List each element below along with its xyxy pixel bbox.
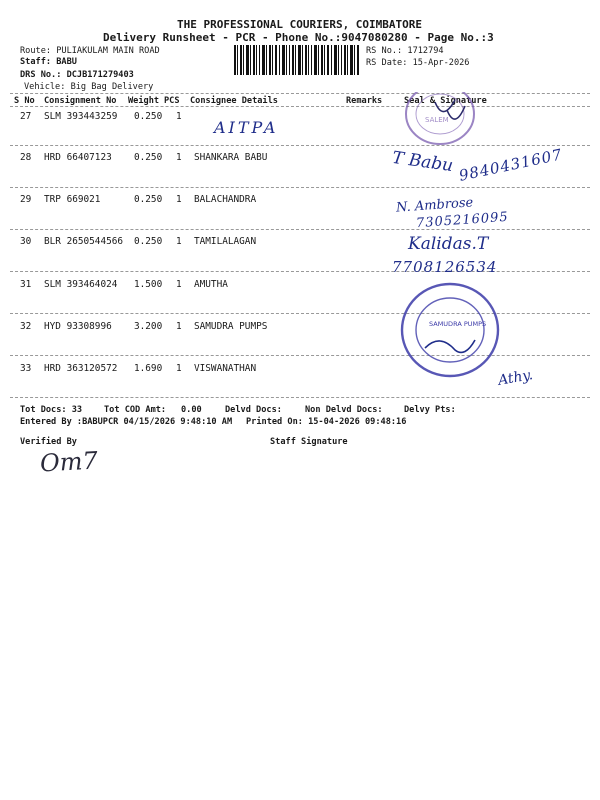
row-weight: 1.500 [134, 279, 163, 290]
total-docs: Tot Docs: 33 [20, 405, 83, 415]
delivery-points: Delvy Pts: [404, 405, 456, 415]
row-pcs: 1 [176, 321, 182, 332]
row-divider [10, 271, 590, 272]
delivered-docs: Delvd Docs: [225, 405, 282, 415]
total-cod-label: Tot COD Amt: [104, 405, 167, 415]
row-consignee: TAMILALAGAN [194, 236, 257, 247]
row27-handwriting: AITPA [214, 118, 279, 137]
row-consignment: TRP 669021 [44, 194, 101, 205]
row-weight: 0.250 [134, 111, 163, 122]
row-sno: 31 [20, 279, 32, 290]
seal-stamp-top [395, 92, 485, 152]
row-consignment: HYD 93308996 [44, 321, 112, 332]
row-sno: 29 [20, 194, 32, 205]
row-sno: 30 [20, 236, 32, 247]
route: Route: PULIAKULAM MAIN ROAD [20, 46, 160, 56]
verified-by-label: Verified By [20, 437, 77, 447]
row-consignment: SLM 393443259 [44, 111, 118, 122]
row28-phone: 9840431607 [457, 145, 565, 185]
row-consignee: SHANKARA BABU [194, 152, 268, 163]
stamp-text-samudra: SAMUDRA PUMPS [429, 320, 487, 328]
row-divider [10, 187, 590, 188]
total-cod-value: 0.00 [181, 405, 202, 415]
verified-signature: Om7 [39, 446, 99, 478]
col-consignment: Consignment No [44, 96, 117, 106]
row33-signature: Athy. [496, 367, 535, 389]
row-pcs: 1 [176, 152, 182, 163]
row30-signature: Kalidas.T [408, 234, 489, 254]
row-consignment: HRD 363120572 [44, 363, 118, 374]
row-divider [10, 229, 590, 230]
col-remarks: Remarks [346, 96, 383, 106]
stamp-text-top: SALEM [425, 116, 449, 124]
row29-name: N. Ambrose [395, 195, 474, 216]
header-rule-top [10, 93, 590, 94]
row-weight: 0.250 [134, 236, 163, 247]
row-divider [10, 397, 590, 398]
col-sno: S No [14, 96, 35, 106]
row-divider [10, 145, 590, 146]
row-consignee: BALACHANDRA [194, 194, 257, 205]
row-consignment: BLR 2650544566 [44, 236, 124, 247]
seal-stamp-samudra [395, 278, 510, 388]
drs-number: DRS No.: DCJB171279403 [20, 70, 134, 80]
col-seal-signature: Seal & Signature [404, 96, 487, 106]
row-consignee: VISWANATHAN [194, 363, 257, 374]
row-consignment: SLM 393464024 [44, 279, 118, 290]
non-delivered-docs: Non Delvd Docs: [305, 405, 383, 415]
row-pcs: 1 [176, 236, 182, 247]
company-title: THE PROFESSIONAL COURIERS, COIMBATORE [177, 18, 423, 31]
rs-date: RS Date: 15-Apr-2026 [366, 58, 470, 68]
row30-phone: 7708126534 [392, 258, 498, 276]
staff: Staff: BABU [20, 57, 77, 67]
row-weight: 0.250 [134, 152, 163, 163]
row-pcs: 1 [176, 279, 182, 290]
col-consignee: Consignee Details [190, 96, 278, 106]
row-consignee: AMUTHA [194, 279, 228, 290]
row28-signature: T Babu [390, 147, 455, 177]
col-pcs: PCS [164, 96, 180, 106]
row-consignment: HRD 66407123 [44, 152, 112, 163]
printed-on: Printed On: 15-04-2026 09:48:16 [246, 417, 407, 427]
row-pcs: 1 [176, 363, 182, 374]
vehicle: Vehicle: Big Bag Delivery [24, 82, 154, 92]
row29-phone: 7305216095 [415, 209, 510, 232]
row-sno: 32 [20, 321, 32, 332]
row-consignee: SAMUDRA PUMPS [194, 321, 268, 332]
runsheet-subtitle: Delivery Runsheet - PCR - Phone No.:9047080280 - Page No.:3 [103, 31, 494, 44]
row-weight: 0.250 [134, 194, 163, 205]
row-weight: 3.200 [134, 321, 163, 332]
col-weight: Weight [128, 96, 160, 106]
row-sno: 28 [20, 152, 32, 163]
row-pcs: 1 [176, 111, 182, 122]
rs-number: RS No.: 1712794 [366, 46, 444, 56]
row-weight: 1.690 [134, 363, 163, 374]
entered-by: Entered By :BABUPCR 04/15/2026 9:48:10 AM [20, 417, 233, 427]
header-rule-bottom [10, 106, 590, 107]
staff-signature-label: Staff Signature [270, 437, 348, 447]
barcode [234, 45, 360, 75]
row-sno: 33 [20, 363, 32, 374]
row-sno: 27 [20, 111, 32, 122]
row-pcs: 1 [176, 194, 182, 205]
